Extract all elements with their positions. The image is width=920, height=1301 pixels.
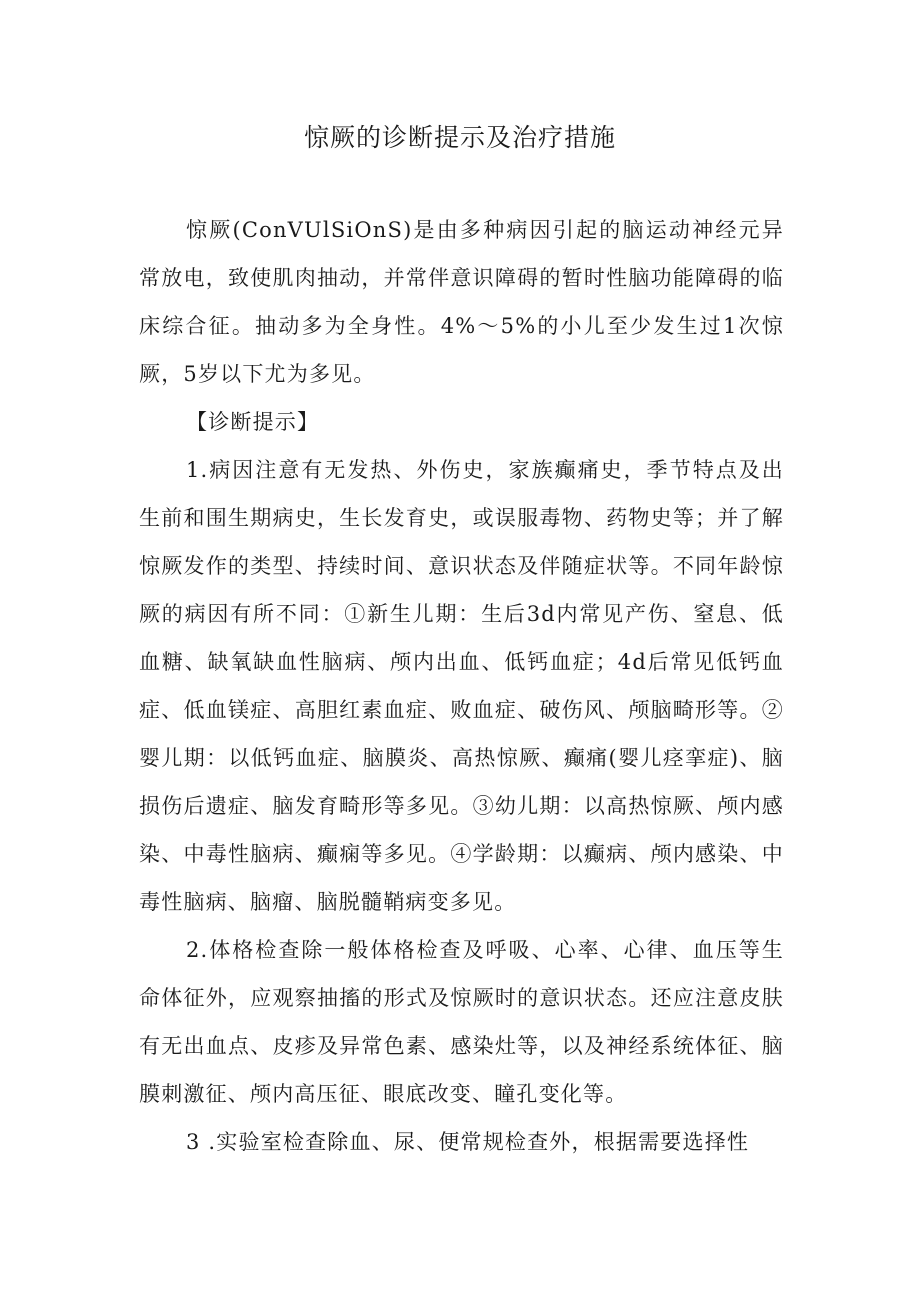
section-heading: 【诊断提示】 [186, 410, 320, 434]
diagnosis-item-etiology: 1.病因注意有无发热、外伤史，家族癫痛史，季节特点及出生前和围生期病史，生长发育史，或误服毒物、药物史等；并了解惊厥发作的类型、持续时间、意识状态及伴随症状等。不同年龄惊厥的病因有所不同：①新生儿期：生后3d内常见产伤、窒息、低血糖、缺氧缺血性脑病、颅内出血、低钙血症；4d后常见低钙血症、低血镁症、高胆红素血症、败血症、破伤风、颅脑畸形等。②婴儿期：以低钙血症、脑膜炎、高热惊厥、癫痛(婴儿痉挛症)、脑损伤后遗症、脑发育畸形等多见。③幼儿期：以高热惊厥、颅内感染、中毒性脑病、癫痫等多见。④学龄期：以癫病、颅内感染、中毒性脑病、脑瘤、脑脱髓鞘病变多见。 [139, 458, 784, 914]
intro-paragraph: 惊厥(ConVUlSiOnS)是由多种病因引起的脑运动神经元异常放电，致使肌肉抽动，并常伴意识障碍的暂时性脑功能障碍的临床综合征。抽动多为全身性。4%～5%的小儿至少发生过1次惊厥，5岁以下尤为多见。 [139, 218, 784, 386]
diagnosis-item-lab-tests: 3 .实验室检查除血、尿、便常规检查外，根据需要选择性 [186, 1130, 750, 1154]
diagnosis-item-physical-exam: 2.体格检查除一般体格检查及呼吸、心率、心律、血压等生命体征外，应观察抽搐的形式及惊厥时的意识状态。还应注意皮肤有无出血点、皮疹及异常色素、感染灶等，以及神经系统体征、脑膜刺激征、颅内高压征、眼底改变、瞳孔变化等。 [139, 938, 784, 1106]
page-title: 惊厥的诊断提示及治疗措施 [303, 123, 616, 152]
